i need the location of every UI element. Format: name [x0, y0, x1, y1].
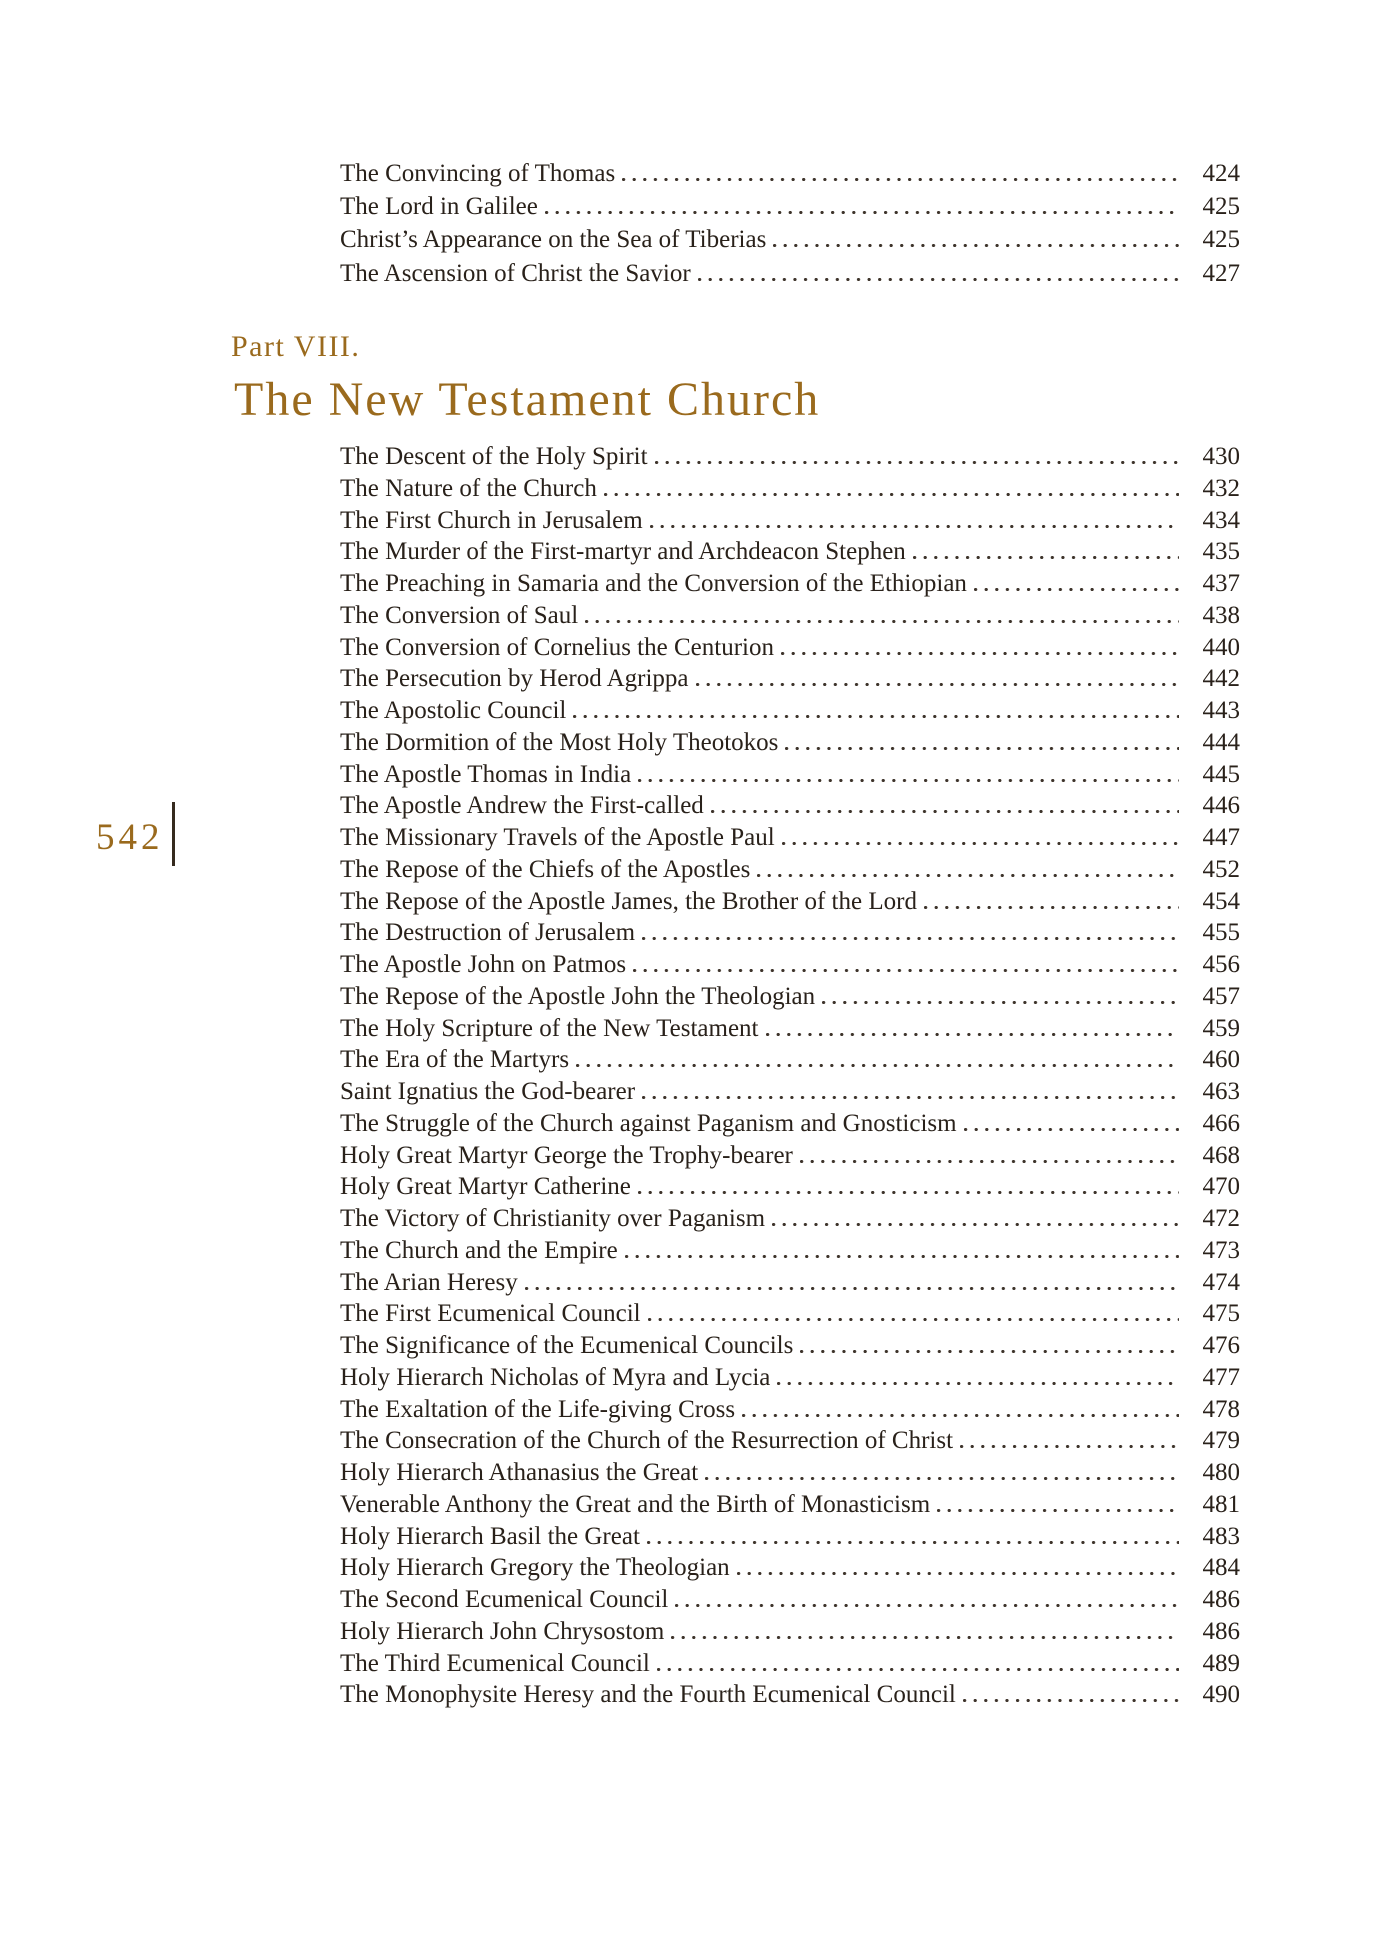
toc-entry: [340, 1205, 1240, 1237]
entry-title: Holy Great Martyr Catherine: [340, 1173, 631, 1201]
toc-entry: [340, 1269, 1240, 1301]
dot-leader: [642, 937, 1179, 940]
toc-entry: [340, 1046, 1240, 1078]
toc-previous-part-list: [340, 160, 1240, 293]
toc-entry: [340, 1650, 1240, 1682]
toc-entry: [340, 983, 1240, 1015]
dot-leader: [585, 620, 1179, 623]
folio-rule: [172, 802, 175, 866]
toc-entry: [340, 1618, 1240, 1650]
dot-leader: [777, 1382, 1179, 1385]
toc-entry: [340, 1300, 1240, 1332]
entry-title: The Destruction of Jerusalem: [340, 919, 636, 947]
entry-title: The Apostle Andrew the First-called: [340, 792, 704, 820]
entry-page-number: 463: [1202, 1078, 1240, 1105]
entry-page-number: 456: [1202, 951, 1240, 978]
entry-title: The Murder of the First-martyr and Archdeacon Stephen: [340, 538, 906, 566]
toc-entry: [340, 475, 1240, 507]
entry-page-number: 435: [1202, 538, 1240, 566]
entry-title: Holy Hierarch Athanasius the Great: [340, 1459, 699, 1486]
entry-page-number: 486: [1202, 1586, 1240, 1613]
entry-title: The Conversion of Saul: [340, 601, 579, 629]
toc-entry: [340, 1078, 1240, 1110]
toc-entry: [340, 1237, 1240, 1269]
dot-leader: [772, 1223, 1179, 1226]
dot-leader: [782, 842, 1179, 845]
toc-entry: [340, 160, 1240, 193]
toc-entry: [340, 761, 1240, 793]
entry-page-number: 490: [1202, 1681, 1240, 1709]
dot-leader: [622, 178, 1179, 181]
entry-page-number: 472: [1202, 1205, 1240, 1232]
entry-page-number: 446: [1202, 792, 1240, 820]
dot-leader: [625, 1255, 1179, 1258]
entry-page-number: 480: [1202, 1459, 1240, 1486]
entry-title: Christ’s Appearance on the Sea of Tiberias: [340, 226, 767, 254]
entry-title: The Holy Scripture of the New Testament: [340, 1014, 759, 1042]
toc-entry: [340, 1396, 1240, 1428]
entry-title: Holy Great Martyr George the Trophy-bearer: [340, 1141, 793, 1169]
toc-entry: [340, 1491, 1240, 1523]
dot-leader: [604, 493, 1179, 496]
toc-entry: [340, 1110, 1240, 1142]
toc-entry: [340, 1015, 1240, 1047]
entry-title: The Missionary Travels of the Apostle Paul: [340, 824, 775, 851]
toc-entry: [340, 443, 1240, 475]
entry-title: The Second Ecumenical Council: [340, 1586, 669, 1613]
dot-leader: [675, 1604, 1179, 1607]
toc-entry: [340, 1459, 1240, 1491]
part-label: Part VIII.: [231, 330, 361, 363]
dot-leader: [766, 1033, 1179, 1036]
entry-page-number: 425: [1202, 193, 1240, 221]
entry-page-number: 476: [1202, 1332, 1240, 1359]
dot-leader: [696, 683, 1179, 686]
toc-entry: [340, 260, 1240, 293]
entry-title: The Significance of the Ecumenical Councils: [340, 1332, 794, 1359]
dot-leader: [657, 1668, 1179, 1671]
entry-page-number: 477: [1202, 1363, 1240, 1391]
entry-page-number: 440: [1202, 633, 1240, 661]
dot-leader: [924, 906, 1179, 909]
entry-title: Holy Hierarch Gregory the Theologian: [340, 1554, 730, 1582]
toc-entry: [340, 1427, 1240, 1459]
entry-page-number: 425: [1202, 226, 1240, 254]
entry-page-number: 427: [1202, 259, 1240, 287]
entry-page-number: 455: [1202, 919, 1240, 947]
toc-entry: [340, 1142, 1240, 1174]
entry-title: The First Ecumenical Council: [340, 1300, 641, 1328]
entry-page-number: 447: [1202, 824, 1240, 851]
dot-leader: [773, 244, 1179, 247]
dot-leader: [742, 1414, 1179, 1417]
entry-page-number: 481: [1202, 1490, 1240, 1518]
entry-page-number: 468: [1202, 1141, 1240, 1169]
entry-page-number: 483: [1202, 1522, 1240, 1550]
dot-leader: [785, 747, 1179, 750]
entry-page-number: 452: [1202, 855, 1240, 883]
folio-page-number: 542: [96, 817, 164, 858]
dot-leader: [698, 278, 1179, 281]
toc-entry: [340, 1332, 1240, 1364]
entry-title: The Exaltation of the Life-giving Cross: [340, 1395, 736, 1423]
toc-entry: [340, 1523, 1240, 1555]
dot-leader: [573, 715, 1179, 718]
entry-page-number: 457: [1202, 982, 1240, 1010]
entry-title: Holy Hierarch Basil the Great: [340, 1522, 640, 1550]
toc-entry: [340, 1173, 1240, 1205]
entry-title: Holy Hierarch Nicholas of Myra and Lycia: [340, 1363, 771, 1391]
entry-title: Venerable Anthony the Great and the Birth of Monasticism: [340, 1490, 931, 1518]
dot-leader: [800, 1160, 1179, 1163]
dot-leader: [655, 461, 1179, 464]
entry-title: The Consecration of the Church of the Resurrection of Christ: [340, 1427, 954, 1455]
entry-title: The Monophysite Heresy and the Fourth Ecumenical Council: [340, 1681, 956, 1709]
entry-title: The Convincing of Thomas: [340, 160, 616, 187]
dot-leader: [960, 1445, 1179, 1448]
toc-entry: [340, 226, 1240, 259]
toc-entry: [340, 507, 1240, 539]
toc-main-list: [340, 443, 1240, 1713]
entry-page-number: 474: [1202, 1268, 1240, 1296]
toc-entry: [340, 1364, 1240, 1396]
entry-page-number: 460: [1202, 1046, 1240, 1074]
toc-entry: [340, 919, 1240, 951]
entry-page-number: 470: [1202, 1173, 1240, 1201]
dot-leader: [800, 1350, 1179, 1353]
entry-title: The Apostle John on Patmos: [340, 951, 627, 978]
dot-leader: [822, 1001, 1179, 1004]
dot-leader: [638, 779, 1179, 782]
toc-entry: [340, 951, 1240, 983]
dot-leader: [545, 211, 1179, 214]
toc-entry: [340, 570, 1240, 602]
entry-page-number: 475: [1202, 1300, 1240, 1328]
entry-title: Saint Ignatius the God-bearer: [340, 1078, 636, 1105]
toc-entry: [340, 665, 1240, 697]
entry-title: The Conversion of Cornelius the Centurion: [340, 633, 774, 661]
entry-page-number: 478: [1202, 1395, 1240, 1423]
toc-entry: [340, 697, 1240, 729]
entry-page-number: 489: [1202, 1649, 1240, 1677]
entry-page-number: 443: [1202, 697, 1240, 724]
entry-page-number: 444: [1202, 728, 1240, 756]
entry-page-number: 466: [1202, 1109, 1240, 1137]
dot-leader: [633, 969, 1179, 972]
entry-title: The Apostolic Council: [340, 697, 567, 724]
entry-page-number: 479: [1202, 1427, 1240, 1455]
dot-leader: [525, 1287, 1179, 1290]
entry-title: The Struggle of the Church against Paganism and Gnosticism: [340, 1109, 957, 1137]
entry-title: The Repose of the Apostle John the Theologian: [340, 982, 816, 1010]
entry-title: The Ascension of Christ the Savior: [340, 259, 691, 287]
dot-leader: [711, 810, 1179, 813]
entry-page-number: 486: [1202, 1617, 1240, 1645]
entry-title: The Preaching in Samaria and the Conversion of the Ethiopian: [340, 570, 967, 597]
entry-page-number: 430: [1202, 443, 1240, 470]
entry-title: The Repose of the Chiefs of the Apostles: [340, 855, 751, 883]
dot-leader: [642, 1096, 1179, 1099]
toc-entry: [340, 1681, 1240, 1713]
entry-title: The Third Ecumenical Council: [340, 1649, 650, 1677]
entry-title: The Apostle Thomas in India: [340, 760, 632, 788]
entry-title: The Victory of Christianity over Paganism: [340, 1205, 766, 1232]
entry-title: The Arian Heresy: [340, 1268, 518, 1296]
entry-page-number: 432: [1202, 474, 1240, 502]
entry-title: The Repose of the Apostle James, the Brother of the Lord: [340, 887, 917, 915]
entry-title: The Persecution by Herod Agrippa: [340, 665, 689, 693]
entry-title: Holy Hierarch John Chrysostom: [340, 1617, 665, 1645]
toc-entry: [340, 729, 1240, 761]
entry-title: The Descent of the Holy Spirit: [340, 443, 648, 470]
toc-entry: [340, 1554, 1240, 1586]
entry-page-number: 442: [1202, 665, 1240, 693]
toc-entry: [340, 856, 1240, 888]
dot-leader: [781, 652, 1179, 655]
dot-leader: [937, 1509, 1179, 1512]
entry-title: The Church and the Empire: [340, 1236, 618, 1264]
entry-page-number: 434: [1202, 506, 1240, 534]
entry-page-number: 459: [1202, 1014, 1240, 1042]
dot-leader: [913, 556, 1179, 559]
toc-entry: [340, 888, 1240, 920]
dot-leader: [576, 1064, 1179, 1067]
dot-leader: [647, 1541, 1179, 1544]
part-title: The New Testament Church: [234, 373, 821, 426]
entry-page-number: 437: [1202, 570, 1240, 597]
toc-entry: [340, 602, 1240, 634]
dot-leader: [705, 1477, 1179, 1480]
toc-entry: [340, 824, 1240, 856]
dot-leader: [737, 1572, 1179, 1575]
entry-title: The Lord in Galilee: [340, 193, 538, 221]
dot-leader: [638, 1191, 1179, 1194]
entry-page-number: 424: [1202, 160, 1240, 187]
dot-leader: [757, 874, 1179, 877]
toc-entry: [340, 193, 1240, 226]
entry-title: The Era of the Martyrs: [340, 1046, 570, 1074]
toc-entry: [340, 634, 1240, 666]
dot-leader: [648, 1318, 1179, 1321]
entry-title: The Nature of the Church: [340, 474, 597, 502]
dot-leader: [964, 1128, 1179, 1131]
toc-entry: [340, 538, 1240, 570]
dot-leader: [974, 588, 1179, 591]
entry-title: The Dormition of the Most Holy Theotokos: [340, 728, 779, 756]
toc-entry: [340, 1586, 1240, 1618]
entry-page-number: 454: [1202, 887, 1240, 915]
entry-page-number: 438: [1202, 601, 1240, 629]
entry-page-number: 445: [1202, 760, 1240, 788]
toc-entry: [340, 792, 1240, 824]
dot-leader: [963, 1699, 1179, 1702]
entry-title: The First Church in Jerusalem: [340, 506, 643, 534]
dot-leader: [650, 525, 1179, 528]
entry-page-number: 484: [1202, 1554, 1240, 1582]
entry-page-number: 473: [1202, 1236, 1240, 1264]
dot-leader: [671, 1636, 1179, 1639]
